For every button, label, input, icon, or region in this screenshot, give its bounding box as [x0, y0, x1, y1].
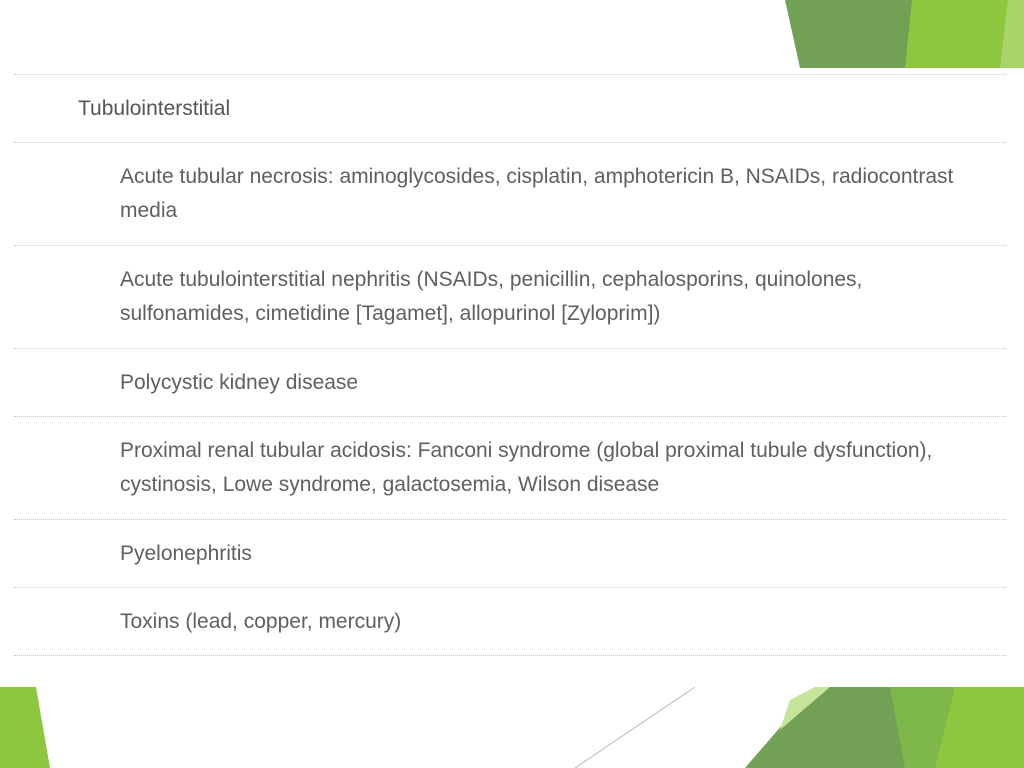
bottom-right-light-shape	[935, 687, 1024, 768]
top-right-edge-shape	[1000, 0, 1024, 68]
row-text: Toxins (lead, copper, mercury)	[120, 609, 402, 633]
row-text: Pyelonephritis	[120, 541, 252, 565]
section-header: Tubulointerstitial	[78, 96, 231, 120]
table-row	[14, 417, 1006, 520]
content-table	[14, 74, 1006, 656]
row-text: Polycystic kidney disease	[120, 370, 359, 394]
bottom-left-shape	[0, 687, 50, 768]
table-row	[14, 246, 1006, 349]
table-row	[14, 588, 1006, 656]
diagonal-accent-line	[575, 687, 695, 768]
row-text: Proximal renal tubular acidosis: Fanconi syndrome (global proximal tubule dysfunction), cystinosis, Lowe syndrome, galactosemia, Wilson disease	[120, 439, 933, 496]
row-text: Acute tubulointerstitial nephritis (NSAIDs, penicillin, cephalosporins, quinolones, sulfonamides, cimetidine [Tagamet], allopurinol [Zyloprim])	[120, 268, 863, 325]
bottom-right-dark-shape	[745, 687, 935, 768]
top-right-light-shape	[905, 0, 1024, 68]
row-text: Acute tubular necrosis: aminoglycosides, cisplatin, amphotericin B, NSAIDs, radiocontrast media	[120, 165, 954, 222]
table-row	[14, 520, 1006, 588]
table-row	[14, 349, 1006, 417]
table-row	[14, 143, 1006, 246]
bottom-right-pale-shape	[780, 687, 830, 730]
top-right-dark-shape	[785, 0, 1000, 68]
bottom-right-mid-shape	[890, 687, 1024, 768]
table-header-row	[14, 74, 1006, 143]
